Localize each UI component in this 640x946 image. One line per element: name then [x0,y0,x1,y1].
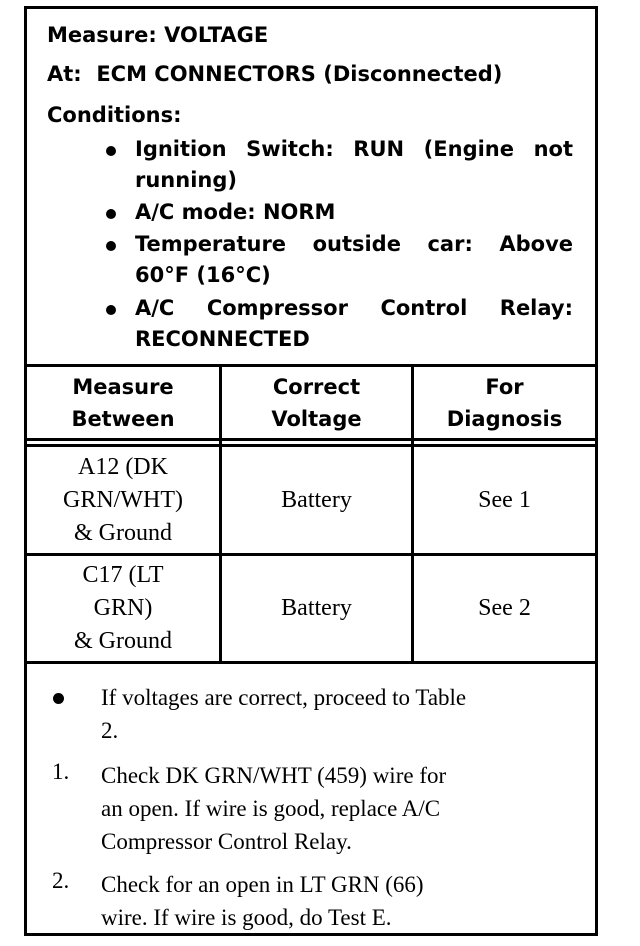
note-2-line1: Check for an open in LT GRN (66) [101,872,424,897]
column-header-line: Voltage [271,406,362,431]
note-1-line3: Compressor Control Relay. [101,829,352,854]
bullet-icon [53,693,64,704]
bullet-icon [106,146,116,156]
cell-line: GRN/WHT) [63,486,183,513]
at-value: ECM CONNECTORS (Disconnected) [96,62,503,86]
divider [27,661,595,664]
note-1-marker: 1. [52,759,70,784]
column-header-line: Measure [72,374,174,399]
note-1-line1: Check DK GRN/WHT (459) wire for [101,763,447,788]
column-header-line: For [485,374,524,399]
bullet-icon [106,241,116,251]
condition-3-line1: Temperature outside car: Above [135,232,573,256]
column-header-line: Diagnosis [446,406,563,431]
table-row-2-between [27,556,219,661]
cell-line: A12 (DK [77,453,168,480]
column-header-measure-between [27,367,219,438]
condition-4-line1: A/C Compressor Control Relay: [135,296,573,320]
header-section [27,9,595,365]
condition-2-line1: A/C mode: NORM [135,200,336,224]
cell-line: GRN) [93,595,153,621]
table-row-1-diagnosis: See 1 [478,486,531,513]
table-row-2-diagnosis: See 2 [478,595,531,621]
condition-3-line2: 60°F (16°C) [135,263,271,287]
note-2-line2: wire. If wire is good, do Test E. [101,905,392,930]
note-2-marker: 2. [52,868,70,893]
table-row-2-voltage: Battery [281,595,352,621]
cell-line: & Ground [73,519,172,546]
condition-4-line2: RECONNECTED [135,327,310,351]
condition-1-line2: running) [135,168,237,192]
divider [27,438,595,441]
bullet-icon [106,305,116,315]
measure-label: Measure: [47,23,157,47]
note-bullet-line2: 2. [101,718,119,743]
table-row-1-voltage: Battery [281,486,352,513]
measure-value: VOLTAGE [164,23,269,47]
column-header-correct-voltage [222,367,411,438]
column-header-line: Correct [272,374,361,399]
note-bullet-line1: If voltages are correct, proceed to Table [101,685,467,710]
at-label: At: [47,62,82,86]
column-header-for-diagnosis [414,367,595,438]
condition-1-line1: Ignition Switch: RUN (Engine not [135,137,573,161]
column-header-line: Between [71,406,175,431]
at-line [47,62,502,86]
diagnostic-table-frame [24,6,598,936]
note-1-line2: an open. If wire is good, replace A/C [101,796,441,821]
table-row-1-between [27,447,219,553]
conditions-label: Conditions: [47,103,182,127]
measure-line [47,23,268,47]
cell-line: C17 (LT [82,562,164,588]
bullet-icon [106,209,116,219]
cell-line: & Ground [74,628,172,654]
